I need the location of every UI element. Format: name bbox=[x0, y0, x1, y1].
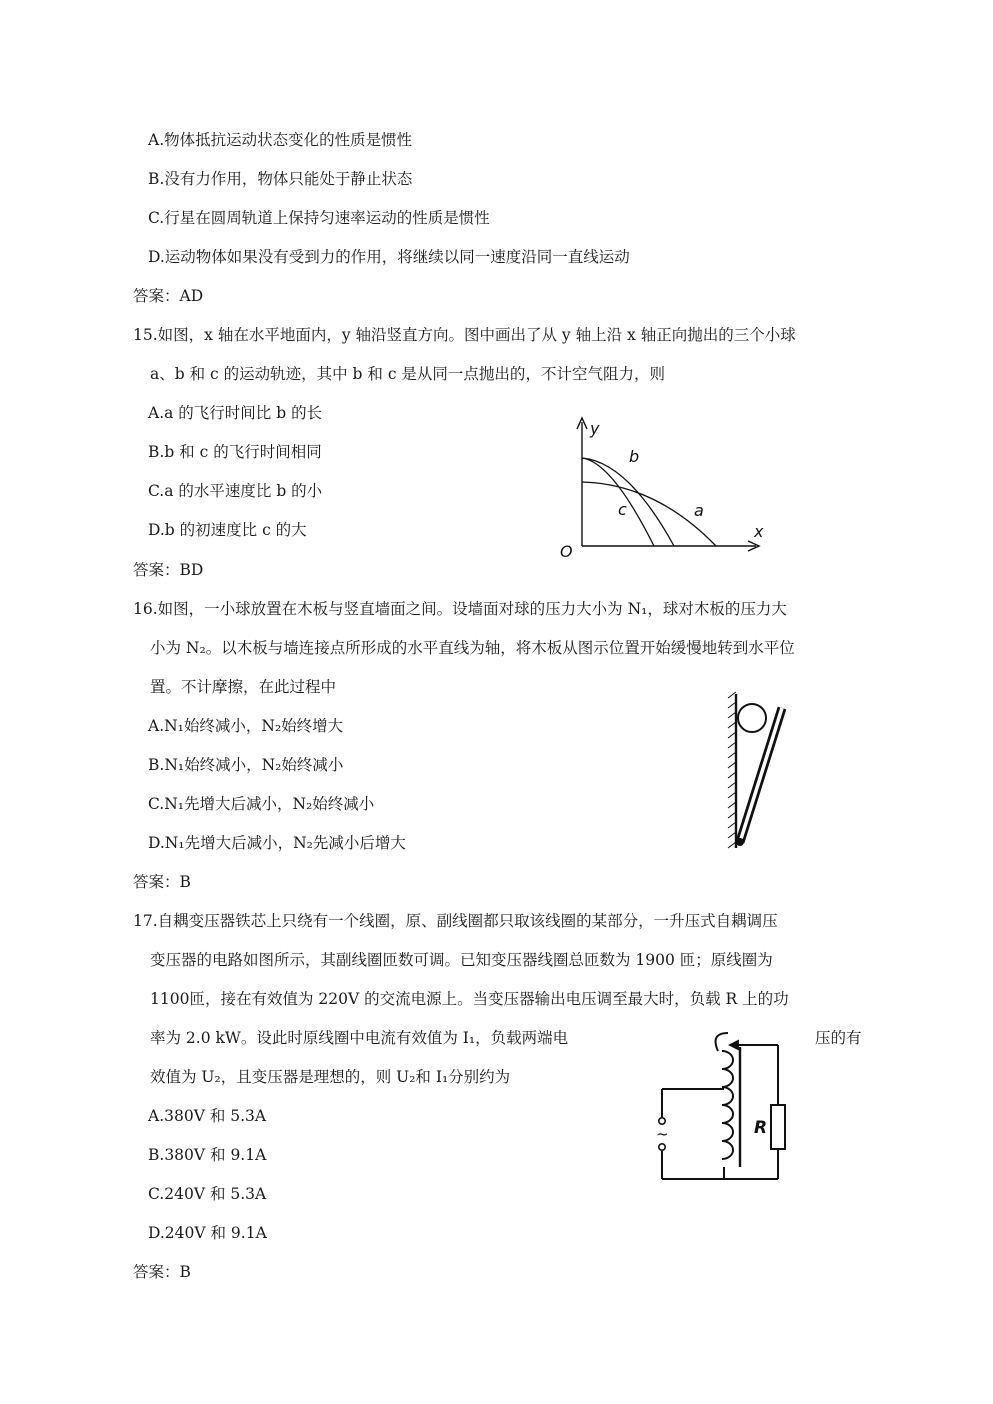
q15-label-x: x bbox=[754, 522, 764, 541]
q17-source-terminal-top bbox=[659, 1118, 665, 1124]
q15-label-a: a bbox=[694, 501, 704, 520]
q17-slider-arrow bbox=[730, 1041, 738, 1049]
q15-x-axis bbox=[582, 541, 759, 551]
q17-wires bbox=[662, 1033, 778, 1179]
q17-stem-line-5: 效值为 U₂，且变压器是理想的，则 U₂和 I₁分别约为 bbox=[150, 1068, 511, 1086]
q16-stem-line-1: 16.如图，一小球放置在木板与竖直墙面之间。设墙面对球的压力大小为 N₁，球对木板的压力大 bbox=[133, 600, 787, 618]
q14-answer: 答案：AD bbox=[133, 287, 204, 305]
q15-label-y: y bbox=[590, 419, 600, 438]
q15-label-b: b bbox=[629, 447, 640, 466]
q17-stem-line-1: 17.自耦变压器铁芯上只绕有一个线圈，原、副线圈都只取该线圈的某部分，一升压式自耦调压 bbox=[133, 912, 778, 930]
q14-option-d: D.运动物体如果没有受到力的作用，将继续以同一速度沿同一直线运动 bbox=[148, 248, 630, 266]
q16-option-d: D.N₁先增大后减小，N₂先减小后增大 bbox=[148, 834, 406, 852]
q17-stem-line-4: 率为 2.0 kW。设此时原线圈中电流有效值为 I₁，负载两端电 bbox=[150, 1029, 569, 1047]
q16-stem-line-2: 小为 N₂。以木板与墙连接点所形成的水平直线为轴，将木板从图示位置开始缓慢地转到水平位 bbox=[150, 639, 795, 657]
q15-answer: 答案：BD bbox=[133, 561, 204, 579]
q15-label-origin: O bbox=[560, 542, 573, 561]
q16-answer: 答案：B bbox=[133, 873, 191, 891]
q15-option-b: B.b 和 c 的飞行时间相同 bbox=[148, 443, 322, 461]
q17-option-a: A.380V 和 5.3A bbox=[148, 1107, 267, 1125]
q17-source-terminal-bottom bbox=[659, 1144, 665, 1150]
q17-option-d: D.240V 和 9.1A bbox=[148, 1224, 267, 1242]
q17-answer: 答案：B bbox=[133, 1263, 191, 1281]
q16-stem-line-3: 置。不计摩擦，在此过程中 bbox=[150, 678, 337, 696]
q15-stem-line-1: 15.如图，x 轴在水平地面内，y 轴沿竖直方向。图中画出了从 y 轴上沿 x 轴正向抛出的三个小球 bbox=[133, 326, 796, 344]
q17-source-symbol: ~ bbox=[656, 1125, 669, 1143]
q17-coil bbox=[722, 1051, 733, 1159]
q15-option-d: D.b 的初速度比 c 的大 bbox=[148, 521, 307, 539]
q16-option-a: A.N₁始终减小，N₂始终增大 bbox=[148, 717, 344, 735]
q15-label-c: c bbox=[618, 500, 627, 519]
q16-wall-hatching bbox=[728, 692, 736, 848]
q14-option-c: C.行星在圆周轨道上保持匀速率运动的性质是惯性 bbox=[148, 209, 490, 227]
q15-option-c: C.a 的水平速度比 b 的小 bbox=[148, 482, 323, 500]
q16-ball bbox=[738, 704, 766, 732]
q17-stem-line-4-end: 压的有 bbox=[815, 1029, 862, 1047]
q15-trajectory-figure bbox=[548, 412, 778, 562]
q16-ball-board-figure bbox=[722, 692, 802, 850]
q14-option-b: B.没有力作用，物体只能处于静止状态 bbox=[148, 170, 413, 188]
q17-stem-line-3: 1100匝，接在有效值为 220V 的交流电源上。当变压器输出电压调至最大时，负载 R 上的功 bbox=[150, 990, 789, 1008]
q15-trajectory-b bbox=[582, 458, 674, 546]
q14-option-a: A.物体抵抗运动状态变化的性质是惯性 bbox=[148, 131, 413, 149]
q17-option-c: C.240V 和 5.3A bbox=[148, 1185, 267, 1203]
q17-stem-line-2: 变压器的电路如图所示，其副线圈匝数可调。已知变压器线圈总匝数为 1900 匝；原线圈为 bbox=[150, 951, 773, 969]
q16-option-b: B.N₁始终减小，N₂始终减小 bbox=[148, 756, 344, 774]
q16-hinge bbox=[736, 838, 744, 846]
q17-label-r: R bbox=[754, 1118, 768, 1138]
q17-resistor bbox=[771, 1105, 785, 1149]
q16-option-c: C.N₁先增大后减小，N₂始终减小 bbox=[148, 795, 375, 813]
q15-stem-line-2: a、b 和 c 的运动轨迹，其中 b 和 c 是从同一点抛出的，不计空气阻力，则 bbox=[150, 365, 665, 383]
q17-option-b: B.380V 和 9.1A bbox=[148, 1146, 267, 1164]
q17-transformer-circuit-figure bbox=[652, 1025, 802, 1185]
q15-option-a: A.a 的飞行时间比 b 的长 bbox=[148, 404, 323, 422]
